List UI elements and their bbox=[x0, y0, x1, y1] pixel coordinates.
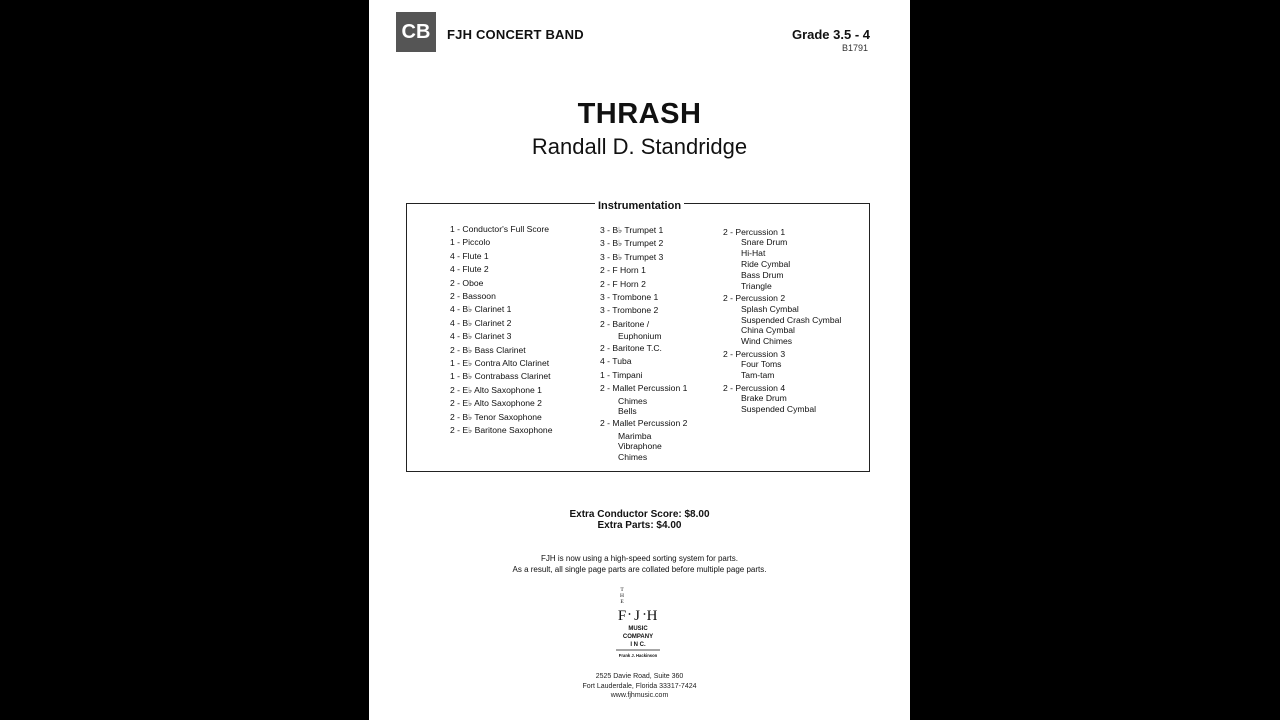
svg-text:F: F bbox=[617, 608, 627, 624]
composer-name: Randall D. Standridge bbox=[531, 134, 748, 159]
prices bbox=[369, 509, 910, 531]
svg-text:Frank J. Hackinson: Frank J. Hackinson bbox=[618, 653, 658, 658]
svg-text:COMPANY: COMPANY bbox=[622, 634, 654, 640]
sorting-note bbox=[369, 554, 910, 575]
instrument-item: 2 - Baritone / bbox=[600, 318, 650, 329]
instrument-item: 2 - Percussion 1 bbox=[723, 226, 786, 237]
instrument-item: 3 - Trombone 2 bbox=[600, 305, 659, 316]
instrument-subitem: Tam-tam bbox=[741, 370, 775, 381]
score-cover-page bbox=[369, 0, 910, 720]
instrument-subitem: China Cymbal bbox=[741, 325, 795, 336]
instrument-item: 2 - E♭ Alto Saxophone 2 bbox=[450, 398, 542, 409]
instrument-subitem: Bells bbox=[618, 406, 637, 417]
instrument-item: 3 - B♭ Trumpet 1 bbox=[600, 225, 664, 235]
instrumentation-column-3 bbox=[723, 225, 841, 415]
publisher-address bbox=[369, 672, 910, 701]
instrument-item: 2 - E♭ Baritone Saxophone bbox=[450, 425, 553, 436]
instrument-subitem: Marimba bbox=[618, 430, 652, 441]
instrument-item: 1 - E♭ Contra Alto Clarinet bbox=[450, 358, 550, 369]
instrument-subitem: Hi-Hat bbox=[741, 248, 766, 259]
piece-title: THRASH bbox=[577, 98, 702, 130]
instrument-item: 2 - Percussion 3 bbox=[723, 348, 786, 359]
instrument-item: 3 - Trombone 1 bbox=[600, 292, 659, 303]
fjh-music-company-logo bbox=[616, 586, 660, 668]
instrument-subitem: Vibraphone bbox=[618, 441, 662, 452]
series-name: FJH CONCERT BAND bbox=[447, 27, 584, 42]
instrument-item: 3 - B♭ Trumpet 3 bbox=[600, 251, 664, 262]
instrument-subitem: Suspended Crash Cymbal bbox=[741, 314, 842, 325]
catalog-number: B1791 bbox=[841, 43, 868, 53]
instrument-subitem: Snare Drum bbox=[741, 237, 788, 248]
instrument-item: 4 - Flute 2 bbox=[450, 264, 489, 275]
instrument-subitem: Wind Chimes bbox=[741, 336, 793, 347]
instrument-item: 2 - B♭ Bass Clarinet bbox=[450, 344, 526, 355]
instrument-item: 2 - Bassoon bbox=[450, 291, 496, 302]
instrument-item: 1 - Conductor's Full Score bbox=[450, 224, 550, 234]
extra-parts-price: Extra Parts: $4.00 bbox=[597, 520, 682, 531]
instrument-item: 1 - Timpani bbox=[600, 369, 643, 380]
svg-text:E: E bbox=[620, 599, 624, 605]
svg-text:H: H bbox=[620, 593, 624, 599]
sorting-note-line-2: As a result, all single page parts are collated before multiple page parts. bbox=[512, 564, 767, 574]
instrumentation-heading bbox=[369, 196, 910, 214]
website: www.fjhmusic.com bbox=[610, 692, 669, 699]
instrument-subitem: Ride Cymbal bbox=[741, 258, 791, 269]
instrument-subitem: Splash Cymbal bbox=[741, 303, 799, 314]
instrument-item: 2 - B♭ Tenor Saxophone bbox=[450, 411, 542, 422]
svg-text:I N C.: I N C. bbox=[630, 642, 646, 648]
instrument-item: 2 - F Horn 2 bbox=[600, 278, 646, 289]
instrument-item: 4 - B♭ Clarinet 3 bbox=[450, 331, 512, 342]
instrument-item: 2 - Mallet Percussion 2 bbox=[600, 418, 688, 429]
instrument-item: 2 - Baritone T.C. bbox=[600, 343, 662, 354]
instrument-item: 3 - B♭ Trumpet 2 bbox=[600, 238, 664, 249]
instrumentation-column-1 bbox=[450, 223, 552, 438]
grade-level: Grade 3.5 - 4 bbox=[791, 27, 870, 42]
instrument-item: 2 - E♭ Alto Saxophone 1 bbox=[450, 384, 542, 395]
instrument-subitem: Chimes bbox=[618, 452, 648, 463]
svg-text:H: H bbox=[646, 608, 658, 624]
instrument-item: 2 - Mallet Percussion 1 bbox=[600, 383, 688, 394]
instrument-item: 4 - B♭ Clarinet 1 bbox=[450, 304, 512, 315]
address-line-1: 2525 Davie Road, Suite 360 bbox=[595, 673, 684, 680]
instrument-item: 4 - B♭ Clarinet 2 bbox=[450, 317, 512, 328]
instrument-subitem: Bass Drum bbox=[741, 269, 784, 280]
instrument-item: 1 - B♭ Contrabass Clarinet bbox=[450, 371, 551, 382]
instrumentation-heading-label: Instrumentation bbox=[595, 200, 684, 212]
instrument-subitem: Four Toms bbox=[741, 359, 782, 370]
address-line-2: Fort Lauderdale, Florida 33317-7424 bbox=[582, 682, 697, 690]
instrument-item: 2 - Percussion 2 bbox=[723, 292, 786, 303]
instrument-item: 2 - Percussion 4 bbox=[723, 382, 786, 393]
instrument-subitem: Suspended Cymbal bbox=[741, 404, 817, 415]
instrument-subitem: Brake Drum bbox=[741, 393, 787, 404]
instrument-item: 1 - Piccolo bbox=[450, 237, 491, 248]
svg-text:MUSIC: MUSIC bbox=[628, 626, 648, 632]
svg-text:J: J bbox=[634, 608, 640, 624]
sorting-note-line-1: FJH is now using a high-speed sorting system for parts. bbox=[541, 554, 738, 563]
instrument-subitem: Chimes bbox=[618, 395, 648, 406]
svg-text:T: T bbox=[620, 587, 624, 593]
cb-logo: CB bbox=[396, 12, 436, 52]
extra-score-price: Extra Conductor Score: $8.00 bbox=[569, 509, 710, 520]
instrument-item: 4 - Tuba bbox=[600, 356, 632, 367]
instrument-subitem: Euphonium bbox=[618, 331, 662, 342]
instrument-item: 4 - Flute 1 bbox=[450, 250, 489, 261]
instrumentation-column-2 bbox=[600, 224, 687, 463]
instrument-subitem: Triangle bbox=[741, 280, 772, 291]
instrument-item: 2 - F Horn 1 bbox=[600, 265, 646, 276]
instrument-item: 2 - Oboe bbox=[450, 277, 484, 288]
